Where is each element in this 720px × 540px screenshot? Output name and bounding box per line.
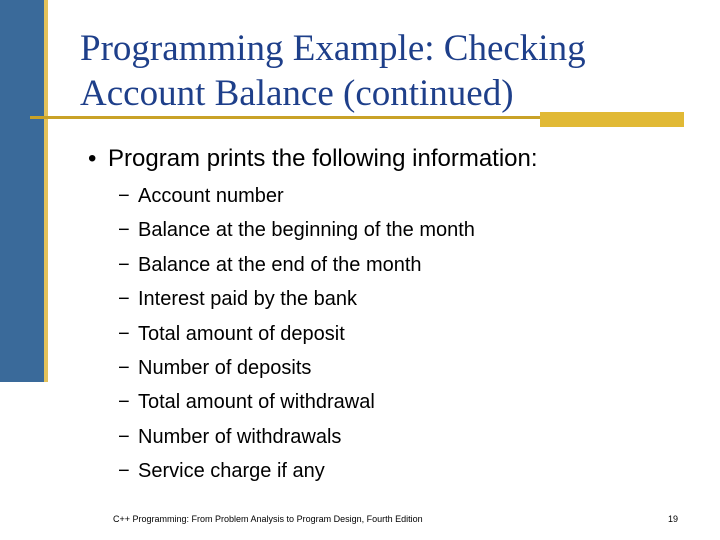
sub-bullet-item — [118, 420, 475, 454]
sub-bullet-item — [118, 248, 475, 282]
sub-bullet-text: Balance at the end of the month — [138, 253, 422, 276]
dash-icon: − — [118, 460, 130, 483]
sub-bullet-text: Account number — [138, 185, 284, 207]
sub-bullet-item — [118, 351, 475, 385]
left-bar-gold-edge — [44, 0, 48, 382]
dash-icon: − — [118, 357, 130, 380]
title-accent-block — [540, 112, 684, 127]
dash-icon: − — [118, 425, 130, 448]
dash-icon: − — [118, 253, 130, 276]
slide-footer: C++ Programming: From Problem Analysis to Program Design, Fourth Edition — [113, 514, 423, 524]
sub-bullet-list — [118, 179, 475, 489]
sub-bullet-item — [118, 179, 475, 213]
bullet-dot-icon: • — [88, 145, 97, 172]
left-decorative-bar — [0, 0, 47, 382]
dash-icon: − — [118, 288, 130, 311]
sub-bullet-text: Total amount of deposit — [138, 322, 345, 345]
sub-bullet-text: Balance at the beginning of the month — [138, 219, 475, 242]
sub-bullet-item — [118, 282, 475, 316]
sub-bullet-text: Total amount of withdrawal — [138, 391, 375, 414]
slide-title — [80, 26, 700, 116]
sub-bullet-text: Interest paid by the bank — [138, 288, 358, 311]
main-bullet — [88, 145, 538, 173]
dash-icon: − — [118, 185, 130, 207]
dash-icon: − — [118, 391, 130, 414]
dash-icon: − — [118, 219, 130, 242]
sub-bullet-item — [118, 454, 475, 488]
sub-bullet-text: Number of deposits — [138, 357, 312, 380]
sub-bullet-text: Number of withdrawals — [138, 425, 342, 448]
slide-title-line-1: Programming Example: Checking — [80, 28, 586, 69]
dash-icon: − — [118, 322, 130, 345]
sub-bullet-item — [118, 385, 475, 419]
sub-bullet-text: Service charge if any — [138, 460, 325, 483]
sub-bullet-item — [118, 213, 475, 247]
main-bullet-text: Program prints the following information: — [108, 145, 538, 172]
page-number: 19 — [667, 514, 678, 524]
sub-bullet-item — [118, 317, 475, 351]
slide-title-line-2: Account Balance (continued) — [80, 73, 514, 114]
